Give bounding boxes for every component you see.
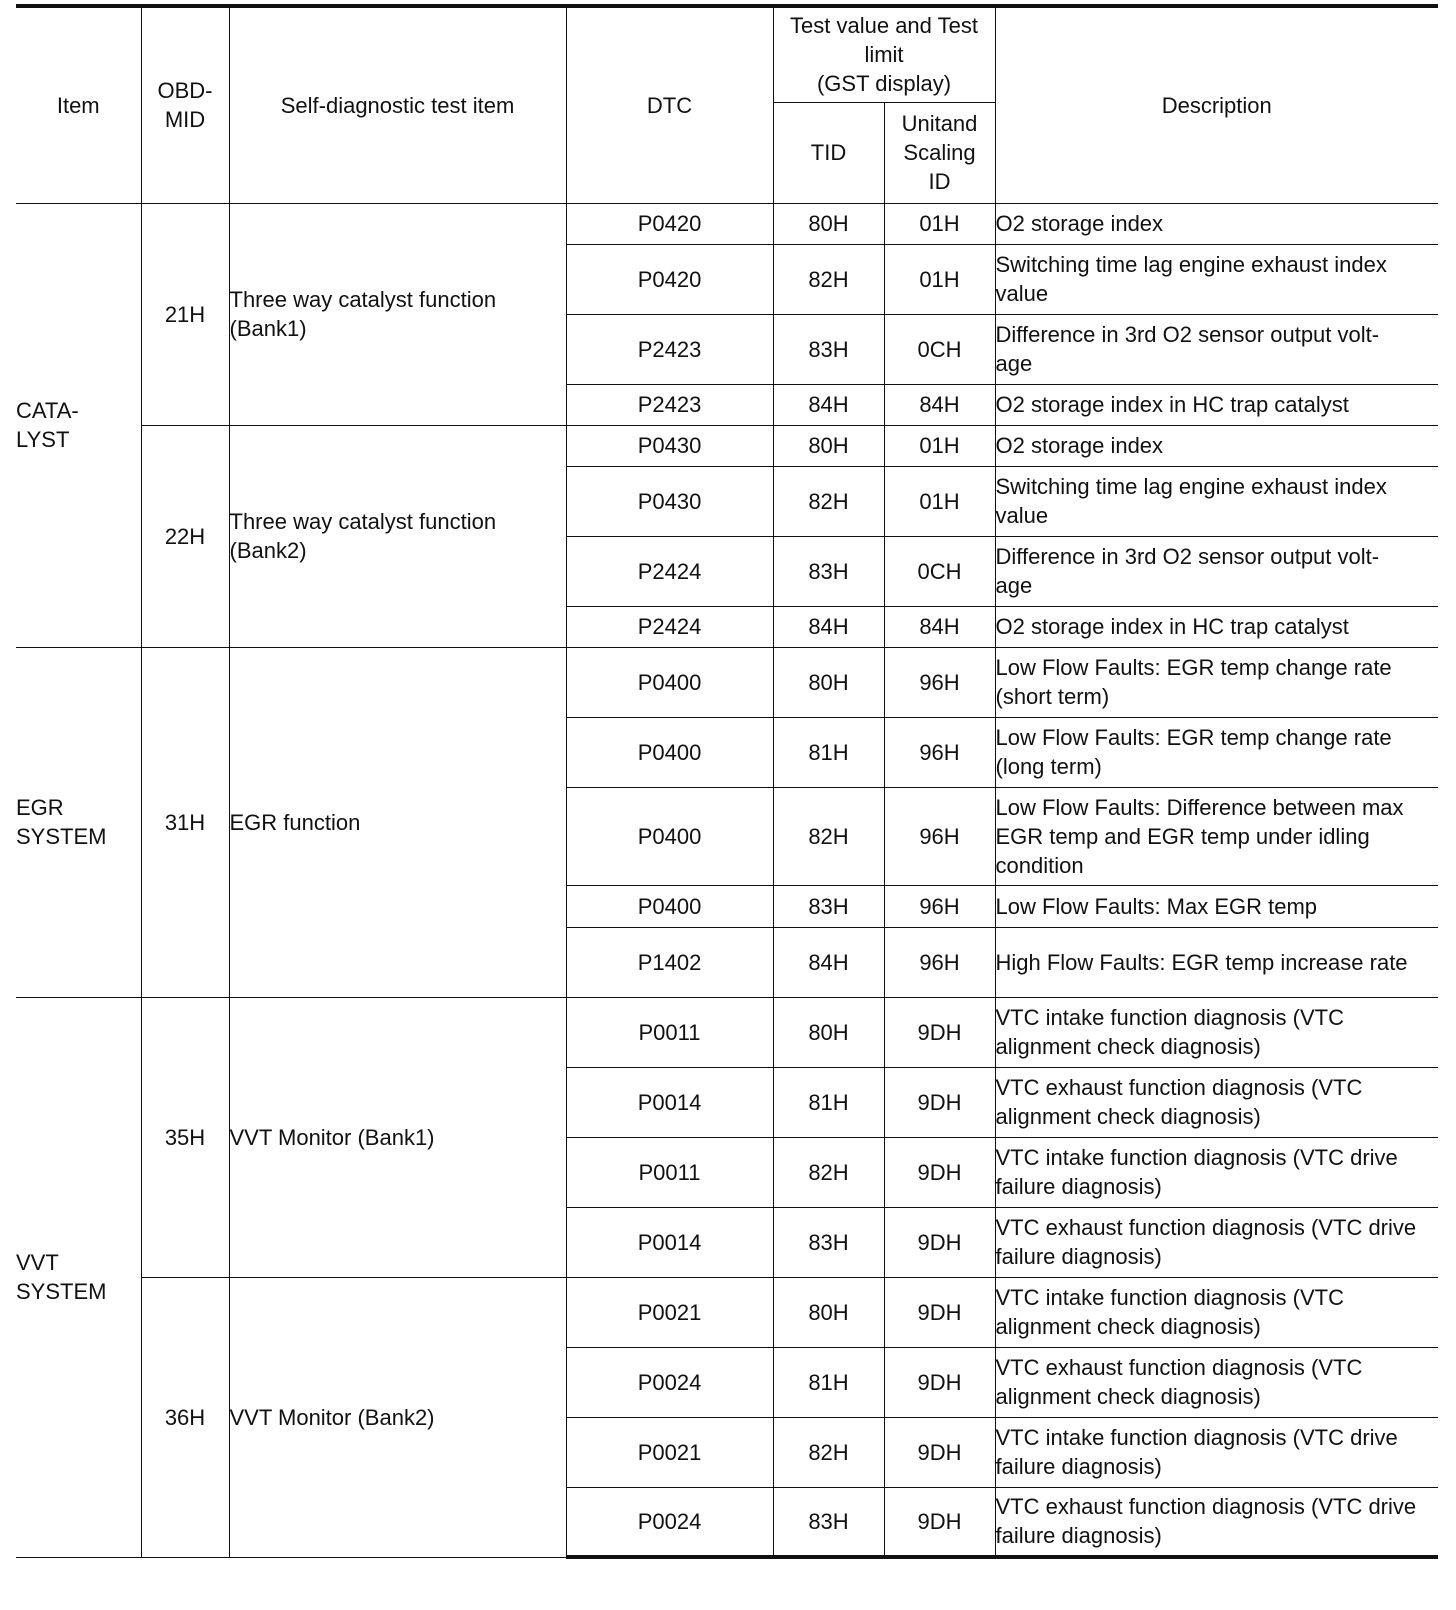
unit-cell: 9DH (884, 1067, 995, 1137)
tid-cell: 82H (773, 244, 884, 314)
dtc-cell: P0400 (566, 787, 773, 885)
dtc-cell: P0400 (566, 885, 773, 927)
table-row (16, 647, 1438, 717)
description-cell: VTC exhaust function diagnosis (VTC alignment check diagnosis) (995, 1347, 1438, 1417)
test-item-cell: VVT Monitor (Bank1) (229, 997, 566, 1277)
unit-cell: 9DH (884, 1417, 995, 1487)
tid-cell: 81H (773, 1347, 884, 1417)
unit-cell: 9DH (884, 997, 995, 1067)
obd-mid-cell: 36H (141, 1277, 229, 1557)
table-row (16, 997, 1438, 1067)
tid-cell: 84H (773, 606, 884, 647)
description-cell: O2 storage index (995, 203, 1438, 244)
unit-cell: 01H (884, 425, 995, 466)
header-obd-mid: OBD- MID (141, 6, 229, 203)
tid-cell: 80H (773, 997, 884, 1067)
header-dtc: DTC (566, 6, 773, 203)
unit-cell: 96H (884, 927, 995, 997)
unit-cell: 96H (884, 717, 995, 787)
dtc-cell: P0011 (566, 1137, 773, 1207)
description-cell: VTC exhaust function diagnosis (VTC drive failure diagnosis) (995, 1487, 1438, 1557)
unit-cell: 96H (884, 787, 995, 885)
tid-cell: 80H (773, 1277, 884, 1347)
tid-cell: 81H (773, 1067, 884, 1137)
dtc-cell: P2423 (566, 384, 773, 425)
tid-cell: 83H (773, 536, 884, 606)
dtc-cell: P0024 (566, 1347, 773, 1417)
unit-cell: 01H (884, 466, 995, 536)
unit-cell: 0CH (884, 536, 995, 606)
tid-cell: 80H (773, 647, 884, 717)
unit-cell: 9DH (884, 1347, 995, 1417)
item-cell: VVT SYSTEM (16, 997, 141, 1557)
dtc-cell: P0011 (566, 997, 773, 1067)
description-cell: O2 storage index in HC trap catalyst (995, 606, 1438, 647)
description-cell: VTC exhaust function diagnosis (VTC drive failure diagnosis) (995, 1207, 1438, 1277)
diagnostic-table (16, 4, 1438, 1559)
obd-mid-cell: 31H (141, 647, 229, 997)
dtc-cell: P0430 (566, 425, 773, 466)
dtc-cell: P0021 (566, 1277, 773, 1347)
obd-mid-cell: 35H (141, 997, 229, 1277)
unit-cell: 96H (884, 885, 995, 927)
description-cell: Switching time lag engine exhaust index value (995, 244, 1438, 314)
description-cell: High Flow Faults: EGR temp increase rate (995, 927, 1438, 997)
tid-cell: 82H (773, 1417, 884, 1487)
description-cell: VTC intake function diagnosis (VTC drive failure diagnosis) (995, 1417, 1438, 1487)
unit-cell: 96H (884, 647, 995, 717)
test-item-cell: EGR function (229, 647, 566, 997)
description-cell: Difference in 3rd O2 sensor output volt- age (995, 536, 1438, 606)
table-row (16, 425, 1438, 466)
description-cell: VTC exhaust function diagnosis (VTC alignment check diagnosis) (995, 1067, 1438, 1137)
test-item-cell: VVT Monitor (Bank2) (229, 1277, 566, 1557)
test-item-cell: Three way catalyst function (Bank2) (229, 425, 566, 647)
dtc-cell: P2424 (566, 606, 773, 647)
header-unit-scaling: Unitand Scaling ID (884, 102, 995, 203)
description-cell: Low Flow Faults: EGR temp change rate (short term) (995, 647, 1438, 717)
tid-cell: 80H (773, 203, 884, 244)
dtc-cell: P0400 (566, 717, 773, 787)
tid-cell: 83H (773, 1207, 884, 1277)
tid-cell: 81H (773, 717, 884, 787)
header-tid: TID (773, 102, 884, 203)
unit-cell: 9DH (884, 1137, 995, 1207)
unit-cell: 01H (884, 203, 995, 244)
dtc-cell: P0420 (566, 203, 773, 244)
description-cell: VTC intake function diagnosis (VTC alignment check diagnosis) (995, 1277, 1438, 1347)
dtc-cell: P2423 (566, 314, 773, 384)
dtc-cell: P0400 (566, 647, 773, 717)
tid-cell: 84H (773, 927, 884, 997)
unit-cell: 0CH (884, 314, 995, 384)
tid-cell: 84H (773, 384, 884, 425)
dtc-cell: P2424 (566, 536, 773, 606)
description-cell: Difference in 3rd O2 sensor output volt- age (995, 314, 1438, 384)
description-cell: Low Flow Faults: EGR temp change rate (long term) (995, 717, 1438, 787)
description-cell: VTC intake function diagnosis (VTC alignment check diagnosis) (995, 997, 1438, 1067)
dtc-cell: P0420 (566, 244, 773, 314)
header-item: Item (16, 6, 141, 203)
description-cell: Switching time lag engine exhaust index value (995, 466, 1438, 536)
table-body (16, 203, 1438, 1557)
obd-mid-cell: 22H (141, 425, 229, 647)
unit-cell: 01H (884, 244, 995, 314)
dtc-cell: P0430 (566, 466, 773, 536)
tid-cell: 82H (773, 787, 884, 885)
test-item-cell: Three way catalyst function (Bank1) (229, 203, 566, 425)
tid-cell: 82H (773, 1137, 884, 1207)
dtc-cell: P1402 (566, 927, 773, 997)
unit-cell: 84H (884, 384, 995, 425)
table-row (16, 203, 1438, 244)
header-test-value: Test value and Test limit (GST display) (773, 6, 995, 102)
header-description: Description (995, 6, 1438, 203)
item-cell: CATA- LYST (16, 203, 141, 647)
obd-mid-cell: 21H (141, 203, 229, 425)
table-row (16, 1277, 1438, 1347)
description-cell: VTC intake function diagnosis (VTC drive failure diagnosis) (995, 1137, 1438, 1207)
tid-cell: 83H (773, 885, 884, 927)
dtc-cell: P0014 (566, 1207, 773, 1277)
description-cell: Low Flow Faults: Max EGR temp (995, 885, 1438, 927)
dtc-cell: P0014 (566, 1067, 773, 1137)
tid-cell: 80H (773, 425, 884, 466)
unit-cell: 9DH (884, 1207, 995, 1277)
description-cell: O2 storage index (995, 425, 1438, 466)
unit-cell: 9DH (884, 1277, 995, 1347)
unit-cell: 9DH (884, 1487, 995, 1557)
description-cell: Low Flow Faults: Difference between max EGR temp and EGR temp under idling condition (995, 787, 1438, 885)
dtc-cell: P0024 (566, 1487, 773, 1557)
tid-cell: 83H (773, 1487, 884, 1557)
tid-cell: 82H (773, 466, 884, 536)
unit-cell: 84H (884, 606, 995, 647)
description-cell: O2 storage index in HC trap catalyst (995, 384, 1438, 425)
tid-cell: 83H (773, 314, 884, 384)
header-test-item: Self-diagnostic test item (229, 6, 566, 203)
dtc-cell: P0021 (566, 1417, 773, 1487)
item-cell: EGR SYSTEM (16, 647, 141, 997)
